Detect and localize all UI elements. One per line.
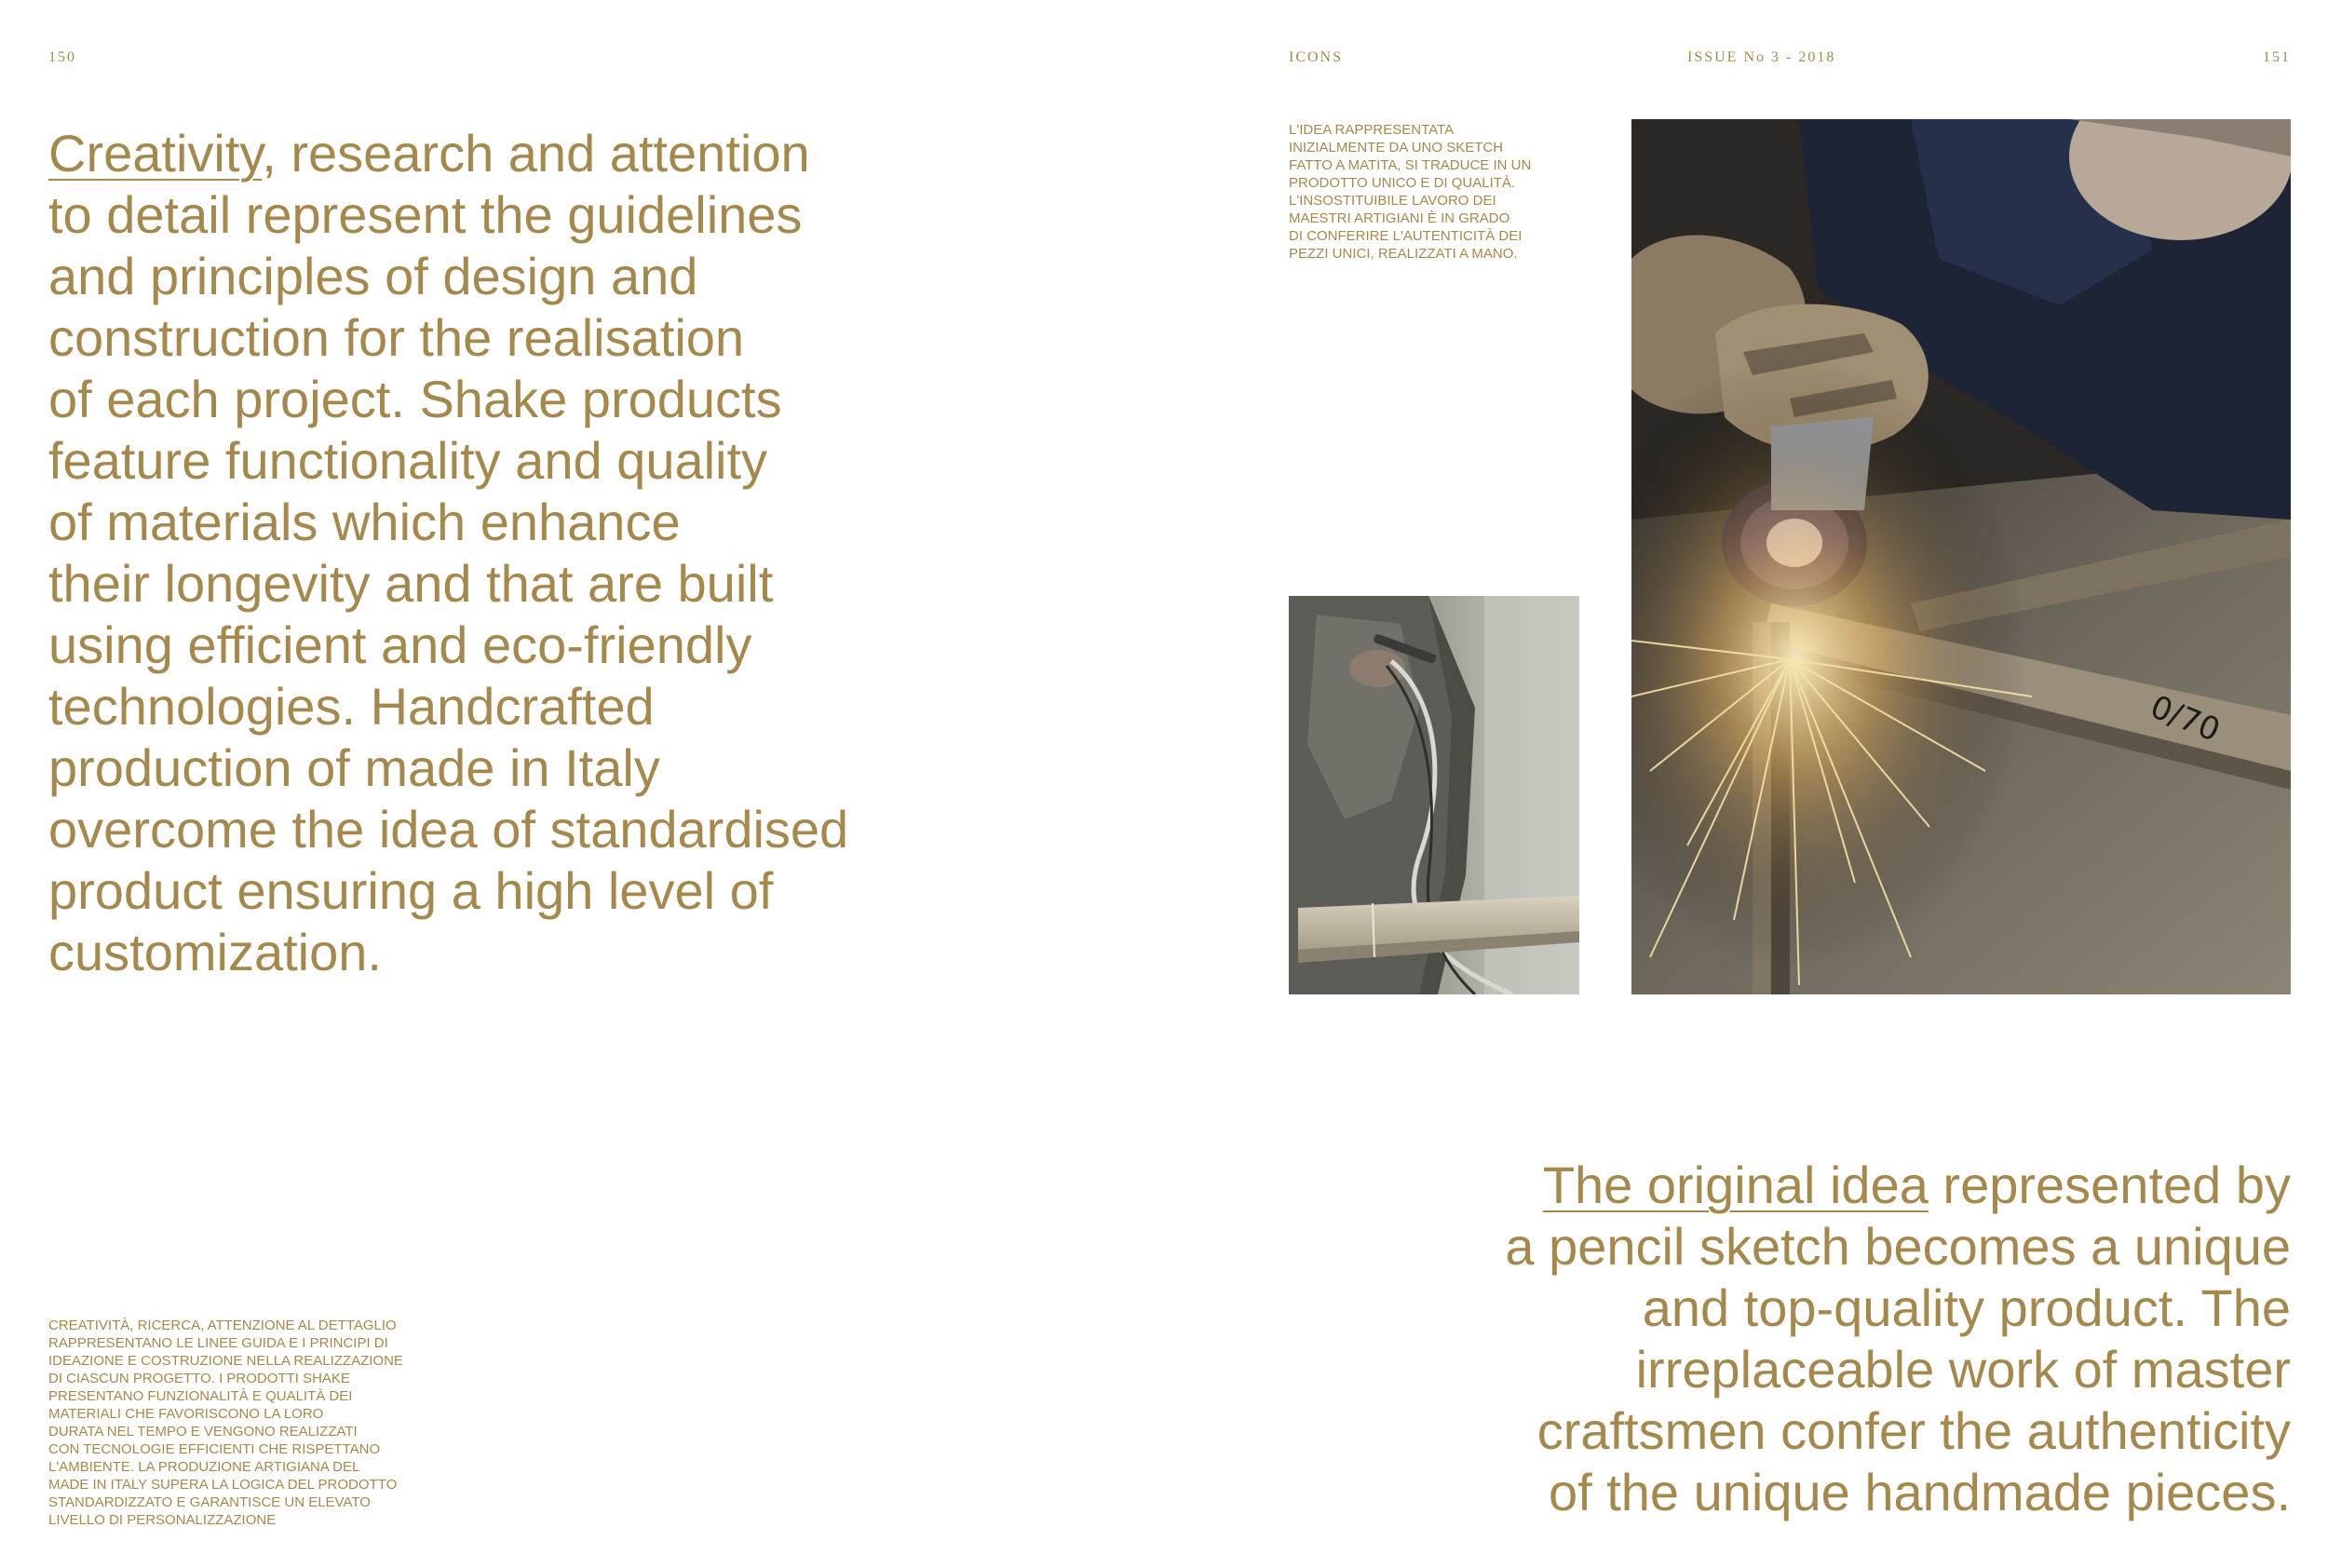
intro-line: using efficient and eco-friendly <box>48 615 752 674</box>
quote-line: craftsmen confer the authenticity <box>1536 1401 2291 1460</box>
quote-line: and top-quality product. The <box>1642 1278 2291 1337</box>
pull-quote <box>1360 1155 2291 1523</box>
section-label: ICONS <box>1289 49 1344 65</box>
intro-line: their longevity and that are built <box>48 554 774 613</box>
caption-line: PRESENTANO FUNZIONALITÀ E QUALITÀ DEI <box>48 1388 353 1404</box>
caption-line: INIZIALMENTE DA UNO SKETCH <box>1289 140 1504 155</box>
caption-line: PEZZI UNICI, REALIZZATI A MANO. <box>1289 246 1518 262</box>
caption-line: MATERIALI CHE FAVORISCONO LA LORO <box>48 1406 324 1422</box>
italian-caption-left <box>48 1317 477 1529</box>
caption-line: PRODOTTO UNICO E DI QUALITÀ. <box>1289 175 1516 191</box>
angle-grinder-sparks-photo <box>1631 119 2291 994</box>
caption-line: MAESTRI ARTIGIANI È IN GRADO <box>1289 210 1510 226</box>
caption-line: MADE IN ITALY SUPERA LA LOGICA DEL PRODOTTO <box>48 1477 398 1493</box>
quote-underlined-phrase: The original idea <box>1542 1156 1929 1214</box>
quote-first-line <box>1360 1155 2291 1216</box>
caption-line: CREATIVITÀ, RICERCA, ATTENZIONE AL DETTAGLIO <box>48 1318 397 1333</box>
intro-first-line-rest: , research and attention <box>262 124 810 182</box>
intro-line: production of made in Italy <box>48 738 660 797</box>
quote-line: of the unique handmade pieces. <box>1548 1463 2291 1521</box>
intro-line: of materials which enhance <box>48 493 681 551</box>
intro-line: product ensuring a high level of <box>48 861 774 920</box>
craftsman-spraying-photo <box>1289 596 1579 994</box>
caption-line: RAPPRESENTANO LE LINEE GUIDA E I PRINCIPI DI <box>48 1335 388 1351</box>
caption-line: DURATA NEL TEMPO E VENGONO REALIZZATI <box>48 1424 358 1440</box>
quote-line: irreplaceable work of master <box>1635 1340 2291 1399</box>
caption-line: L'IDEA RAPPRESENTATA <box>1289 122 1455 138</box>
caption-line: DI CIASCUN PROGETTO. I PRODOTTI SHAKE <box>48 1371 350 1386</box>
caption-line: DI CONFERIRE L'AUTENTICITÀ DEI <box>1289 228 1523 244</box>
intro-underlined-word: Creativity <box>48 124 263 182</box>
right-page-number: 151 <box>2263 49 2291 65</box>
intro-line: construction for the realisation <box>48 308 745 367</box>
intro-line: overcome the idea of standardised <box>48 800 849 858</box>
spraying-photo-illustration <box>1289 596 1579 994</box>
intro-line: to detail represent the guidelines <box>48 185 803 244</box>
caption-line: IDEAZIONE E COSTRUZIONE NELLA REALIZZAZIONE <box>48 1353 403 1369</box>
caption-line: STANDARDIZZATO E GARANTISCE UN ELEVATO <box>48 1494 371 1510</box>
left-page-number: 150 <box>48 49 76 65</box>
caption-line: FATTO A MATITA, SI TRADUCE IN UN <box>1289 157 1532 173</box>
intro-first-line <box>48 123 980 184</box>
intro-paragraph <box>48 123 980 983</box>
intro-line: feature functionality and quality <box>48 431 768 490</box>
italian-caption-right <box>1289 121 1568 263</box>
caption-line: L'INSOSTITUIBILE LAVORO DEI <box>1289 193 1496 209</box>
intro-line: technologies. Handcrafted <box>48 677 655 736</box>
caption-line: L'AMBIENTE. LA PRODUZIONE ARTIGIANA DEL <box>48 1459 360 1475</box>
issue-label: ISSUE No 3 - 2018 <box>1687 49 1836 65</box>
caption-line: CON TECNOLOGIE EFFICIENTI CHE RISPETTANO <box>48 1441 381 1457</box>
caption-line: LIVELLO DI PERSONALIZZAZIONE <box>48 1512 277 1528</box>
grinder-photo-illustration <box>1631 119 2291 994</box>
intro-line: of each project. Shake products <box>48 370 782 428</box>
quote-first-line-rest: represented by <box>1928 1156 2291 1214</box>
intro-line: customization. <box>48 923 382 981</box>
intro-line: and principles of design and <box>48 247 698 305</box>
quote-line: a pencil sketch becomes a unique <box>1505 1217 2291 1276</box>
